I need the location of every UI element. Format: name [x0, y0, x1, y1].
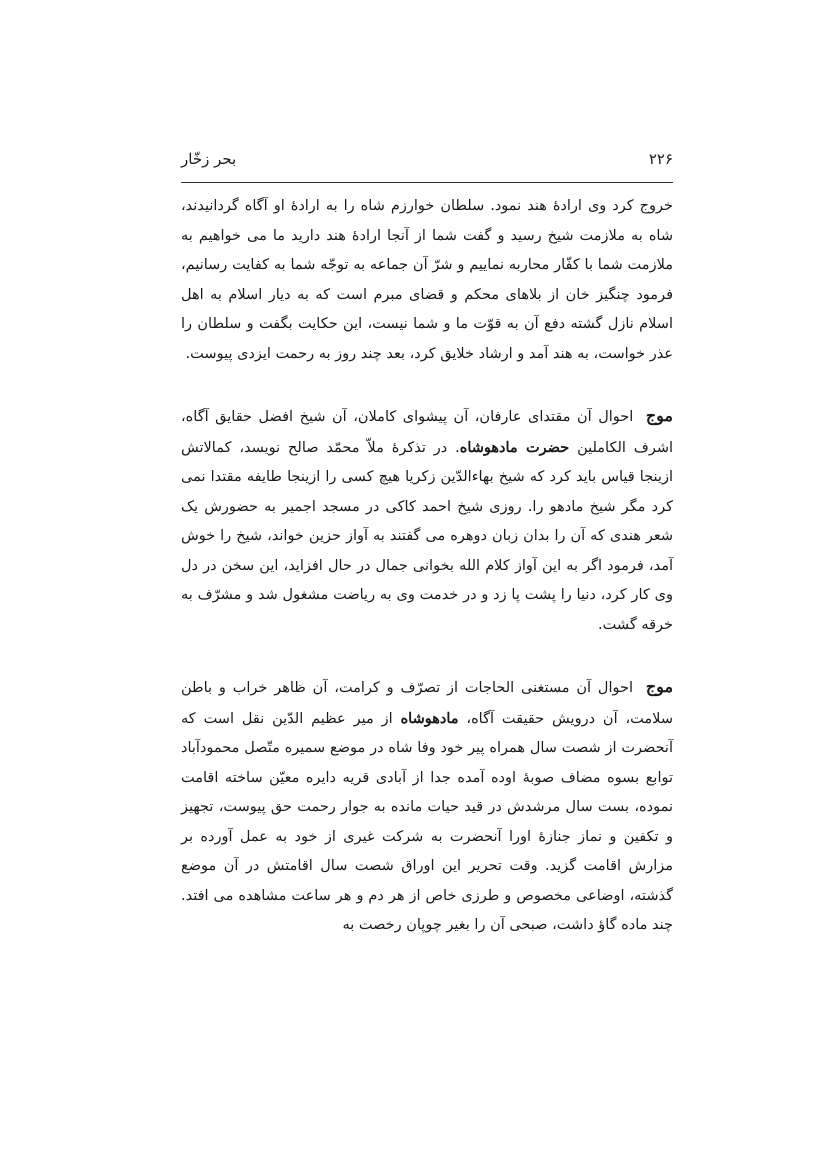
paragraph-text: احوال آن مستغنی الحاجات از تصرّف و کرامت، آن ظاهر خراب و باطن سلامت، آن درویش حقیقت آگاه، [181, 680, 673, 727]
paragraph-text: از میر عظیم الدّین نقل است که آنحضرت از شصت سال همراه پیر خود وفا شاه در موضع سمیره متّصل محمودآباد توابع بسوه مضاف صوبۀ اوده آمده جدا از آبادی قریه دایره معیّن ساخته اقامت نموده، بست سال مرشدش در قید حیات مانده به جوار رحمت حق پیوست، تجهیز و تکفین و نماز جنازۀ اورا آنحضرت به شرکت غیری از خود به عمل آورده بر مزارش اقامت گزید. وقت تحریر این اوراق شصت سال اقامتش در آن موضع گذشته، اوضاعی مخصوص و طرزی خاص از هر دم و هر ساعت مشاهده می افتد. چند ماده گاؤ داشت، صبحی آن را بغیر چوپان رخصت به [181, 710, 673, 933]
paragraph-1 [181, 192, 673, 369]
paragraph-text: احوال آن مقتدای عارفان، آن پیشوای کاملان، آن شیخ افضل حقایق آگاه، اشرف الکاملین [181, 409, 674, 456]
page-number: ۲۲۶ [648, 150, 673, 168]
body-text [181, 192, 673, 973]
paragraph-text: خروج کرد وی ارادۀ هند نمود. سلطان خوارزم شاه را به ارادۀ او آگاه گردانیدند، شاه به ملازمت شیخ رسید و گفت شما از آنجا ارادۀ هند دارید ما می خواهیم به ملازمت شما با کفّار محاربه نماییم و شرّ آن جماعه به توجّه شما به کفایت رسانیم، فرمود چنگیز خان از بلاهای محکم و قضای مبرم است که به دیار اسلام به اهل اسلام نازل گشته دفع آن به قوّت ما و شما نیست، این حکایت بگفت و سلطان را عذر خواست، به هند آمد و ارشاد خلایق کرد، بعد چند روز به رحمت ایزدی پیوست. [181, 198, 673, 362]
bold-name: حضرت مادهوشاه [459, 438, 570, 456]
bold-name: مادهوشاه [400, 709, 459, 727]
running-header [181, 140, 673, 170]
section-marker: موج [645, 406, 673, 425]
running-title: بحر زخّار [181, 150, 237, 168]
paragraph-3 [181, 672, 673, 941]
section-marker: موج [645, 677, 674, 696]
book-page [181, 140, 673, 1080]
header-rule [181, 182, 673, 183]
paragraph-2 [181, 401, 673, 640]
paragraph-text: . در تذکرۀ ملاّ محمّد صالح نویسد، کمالاتش ازینجا قیاس باید کرد که شیخ بهاءالدّین زکریا هیچ کسی را ازینجا طایفه مقتدا نمی کرد مگر شیخ مادهو را. روزی شیخ احمد کاکی در مسجد اجمیر به حضورش یک شعر هندی که آن را بدان زبان دوهره می گفتند به آواز حزین خواند، شیخ را خوش آمد، فرمود اگر به این آواز کلام الله بخوانی جمال در حال افزاید، این سخن در دل وی کار کرد، دنیا را پشت پا زد و در خدمت وی به ریاضت مشغول شد و مشرّف به خرقه گشت. [181, 439, 673, 633]
